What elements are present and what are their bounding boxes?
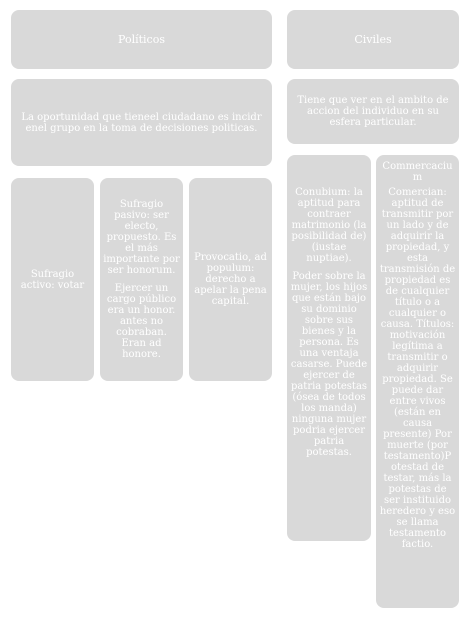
node-conubium-p1: Conubium: la aptitud para contraer matrimonio (la posibilidad de) (iustae nuptiae). bbox=[291, 187, 367, 264]
node-provocatio bbox=[189, 178, 272, 381]
node-civiles bbox=[287, 10, 459, 69]
node-civiles-definition-text: Tiene que ver en el ambito de accion del individuo en su esfera particular. bbox=[297, 95, 449, 128]
node-conubium-p2: Poder sobre la mujer, los hijos que están bajo su dominio sobre sus bienes y la persona. Es una ventaja casarse. Puede ejercer de patria potestas (ósea de todos los manda) ninguna mujer podria ejercer patria potestas. bbox=[290, 271, 368, 458]
node-conubium bbox=[287, 155, 371, 541]
node-civiles-title: Civiles bbox=[354, 33, 392, 46]
node-sufragio-activo bbox=[11, 178, 94, 381]
node-politicos bbox=[11, 10, 272, 69]
node-sufragio-pasivo-p2: Ejercer un cargo público era un honor. antes no cobraban. Eran ad honore. bbox=[106, 283, 177, 360]
node-civiles-definition bbox=[287, 79, 459, 144]
node-commercium bbox=[376, 155, 459, 608]
node-politicos-definition bbox=[11, 79, 272, 166]
node-politicos-definition-text: La oportunidad que tieneel ciudadano es incidr enel grupo en la toma de decisiones politicas. bbox=[21, 111, 262, 134]
node-commercium-title: Commercaciu m bbox=[382, 161, 453, 183]
node-sufragio-activo-text: Sufragio activo: votar bbox=[20, 268, 85, 291]
node-sufragio-pasivo-p1: Sufragio pasivo: ser electo, propuesto. Es el más importante por ser honorum. bbox=[103, 199, 180, 276]
node-politicos-title: Políticos bbox=[118, 33, 165, 46]
node-sufragio-pasivo bbox=[100, 178, 183, 381]
node-commercium-p1: Comercian: aptitud de transmitir por un lado y de adquirir la propiedad, y esta transmisión de propiedad es de cualquier título o a cualquier o causa. Títulos: motivación legítima a transmitir o adquirir propiedad. Se puede dar entre vivos (están en causa presente) Por muerte (por testamento)P otestad de testar, más la potestas de ser instituido heredero y eso se llama testamento factio. bbox=[379, 187, 456, 550]
node-provocatio-text: Provocatio, ad populum: derecho a apelar la pena capital. bbox=[194, 252, 267, 307]
